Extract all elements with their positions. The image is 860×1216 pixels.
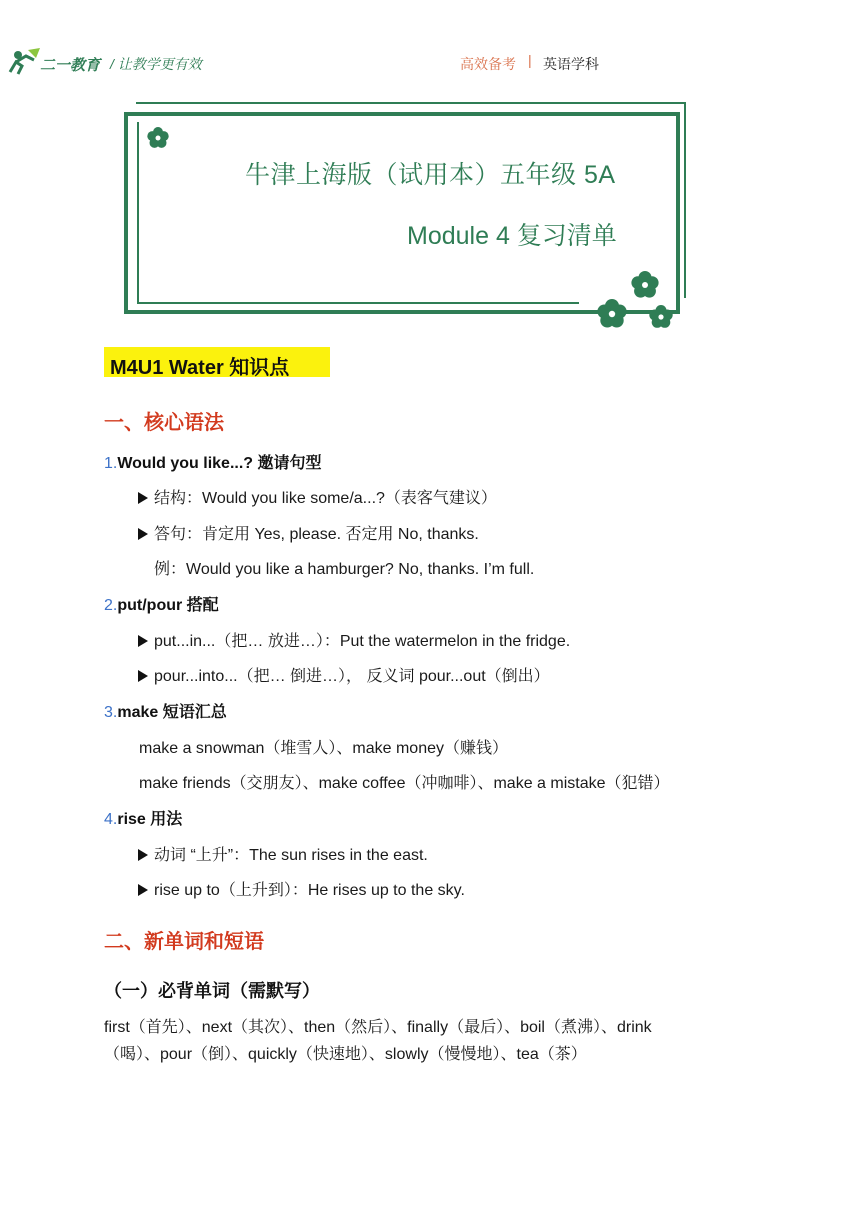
- unit-badge-label: M4U1 Water 知识点: [110, 357, 290, 379]
- bullet-line: [138, 521, 479, 544]
- triangle-bullet-icon: [138, 884, 148, 896]
- word-list-line2: （喝）、pour（倒）、quickly（快速地）、slowly（慢慢地）、tea（茶）: [104, 1046, 587, 1063]
- unit-badge: [104, 347, 330, 377]
- section-heading-vocabulary: 二、新单词和短语: [104, 931, 264, 953]
- brand-slogan: / 让教学更有效: [110, 56, 202, 72]
- bullet-text: pour...into...（把… 倒进…）， 反义词 pour...out（倒出）: [154, 668, 550, 685]
- item-number: 4.: [104, 811, 118, 828]
- phrase-line: make friends（交朋友）、make coffee（冲咖啡）、make a mistake（犯错）: [139, 775, 670, 792]
- doc-title-line1: 牛津上海版（试用本）五年级 5A: [245, 161, 616, 189]
- title-frame: [124, 112, 680, 314]
- header-separator: |: [528, 52, 532, 68]
- flower-icon: [146, 126, 170, 150]
- item-title: rise 用法: [117, 811, 183, 828]
- triangle-bullet-icon: [138, 492, 148, 504]
- doc-title-line2: Module 4 复习清单: [407, 222, 617, 250]
- bullet-text: 动词 “上升”：The sun rises in the east.: [154, 847, 428, 864]
- item-number: 1.: [104, 455, 118, 472]
- bullet-line: [138, 877, 465, 900]
- grammar-item-3: [104, 699, 227, 722]
- example-line: 例：Would you like a hamburger? No, thanks. I’m full.: [154, 561, 535, 578]
- bullet-text: 答句：肯定用 Yes, please. 否定用 No, thanks.: [154, 526, 479, 543]
- page-header: [0, 40, 860, 80]
- flower-icon: [648, 304, 674, 330]
- triangle-bullet-icon: [138, 670, 148, 682]
- bullet-text: rise up to（上升到）：He rises up to the sky.: [154, 882, 465, 899]
- brand-name: 二一教育: [40, 57, 101, 74]
- header-tag-left: 高效备考: [460, 56, 516, 72]
- frame-line-bottom: [137, 302, 579, 304]
- bullet-text: 结构：Would you like some/a...?（表客气建议）: [154, 490, 497, 507]
- phrase-line: make a snowman（堆雪人）、make money（赚钱）: [139, 740, 508, 757]
- bullet-line: [138, 663, 550, 686]
- item-title: Would you like...? 邀请句型: [117, 455, 322, 472]
- triangle-bullet-icon: [138, 635, 148, 647]
- bullet-line: [138, 628, 570, 651]
- grammar-item-1: [104, 450, 322, 473]
- grammar-item-4: [104, 806, 182, 829]
- triangle-bullet-icon: [138, 528, 148, 540]
- bullet-line: [138, 842, 428, 865]
- subsection-heading: （一）必背单词（需默写）: [104, 981, 320, 1001]
- bullet-text: put...in...（把… 放进…）：Put the watermelon in the fridge.: [154, 633, 571, 650]
- word-list-line1: first（首先）、next（其次）、then（然后）、finally（最后）、boil（煮沸）、drink: [104, 1019, 652, 1036]
- frame-line-left: [137, 122, 139, 304]
- item-title: make 短语汇总: [117, 704, 227, 721]
- flower-icon: [596, 298, 628, 330]
- bullet-line: [138, 485, 497, 508]
- flower-icon: [630, 270, 660, 300]
- item-number: 3.: [104, 704, 118, 721]
- grammar-item-2: [104, 592, 219, 615]
- item-number: 2.: [104, 597, 118, 614]
- item-title: put/pour 搭配: [117, 597, 219, 614]
- triangle-bullet-icon: [138, 849, 148, 861]
- frame-line-right: [684, 102, 686, 298]
- header-tag-subject: 英语学科: [543, 56, 599, 72]
- section-heading-grammar: 一、核心语法: [104, 412, 224, 434]
- frame-line-top: [136, 102, 686, 104]
